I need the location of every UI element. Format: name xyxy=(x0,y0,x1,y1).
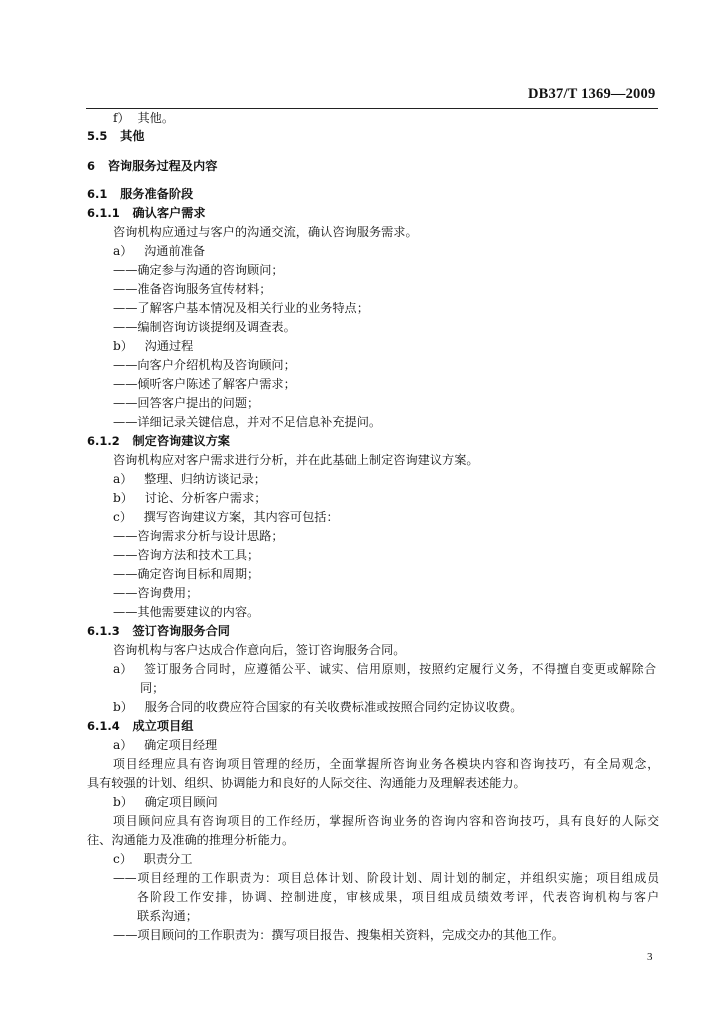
section-title: 咨询服务过程及内容 xyxy=(107,159,218,173)
section-title: 签订咨询服务合同 xyxy=(132,624,230,638)
dash-item: ——确定参与沟通的咨询顾问； xyxy=(113,263,284,277)
section-title: 服务准备阶段 xyxy=(120,187,194,201)
section-number: 6 xyxy=(87,159,96,173)
dash-item: ——项目经理的工作职责为：项目总体计划、阶段计划、周计划的制定，并组织实施；项目组成员 xyxy=(113,871,659,885)
list-item xyxy=(113,338,193,354)
list-text: 其他。 xyxy=(137,111,175,125)
section-number: 6.1.4 xyxy=(87,719,120,733)
list-label: b） xyxy=(113,700,133,714)
list-text: 沟通过程 xyxy=(144,339,194,353)
page-number: 3 xyxy=(647,951,653,963)
subsection-heading xyxy=(87,205,206,221)
section-heading xyxy=(87,128,144,144)
list-label: b） xyxy=(113,795,133,809)
list-text: 签订服务合同时，应遵循公平、诚实、信用原则，按照约定履行义务，不得擅自变更或解除合 xyxy=(144,662,657,676)
section-number: 6.1.3 xyxy=(87,624,120,638)
section-number: 6.1 xyxy=(87,187,108,201)
list-label: c） xyxy=(113,852,133,866)
paragraph: 项目顾问应具有咨询项目的工作经历，掌握所咨询业务的咨询内容和咨询技巧，具有良好的人际交 xyxy=(113,814,659,828)
dash-item: ——了解客户基本情况及相关行业的业务特点； xyxy=(113,301,369,315)
list-item xyxy=(113,490,267,506)
dash-item: ——编制咨询访谈提纲及调查表。 xyxy=(113,320,296,334)
paragraph: 项目经理应具有咨询项目管理的经历，全面掌握所咨询业务各模块内容和咨询技巧，有全局观念， xyxy=(113,757,659,771)
list-item xyxy=(113,699,522,715)
dash-item: ——向客户介绍机构及咨询顾问； xyxy=(113,358,296,372)
list-text: 讨论、分析客户需求； xyxy=(144,491,267,505)
dash-item: ——其他需要建议的内容。 xyxy=(113,605,260,619)
list-item xyxy=(113,851,192,867)
list-text: 服务合同的收费应符合国家的有关收费标准或按照合同约定协议收费。 xyxy=(144,700,523,714)
list-item xyxy=(113,794,218,810)
list-item xyxy=(113,661,659,677)
standard-code: DB37/T 1369—2009 xyxy=(528,86,656,102)
section-number: 6.1.1 xyxy=(87,206,120,220)
section-title: 制定咨询建议方案 xyxy=(132,434,230,448)
list-label: a） xyxy=(113,472,133,486)
list-item xyxy=(113,737,217,753)
section-heading xyxy=(87,158,217,174)
list-text: 整理、归纳访谈记录； xyxy=(144,472,266,486)
list-text: 撰写咨询建议方案，其内容可包括： xyxy=(143,510,339,524)
section-number: 6.1.2 xyxy=(87,434,120,448)
subsection-heading xyxy=(87,718,193,734)
section-title: 确认客户需求 xyxy=(132,206,206,220)
list-label: b） xyxy=(113,339,133,353)
list-label: a） xyxy=(113,244,133,258)
paragraph: 咨询机构与客户达成合作意向后，签订咨询服务合同。 xyxy=(113,643,406,657)
dash-item-continuation: 联系沟通； xyxy=(137,909,198,923)
paragraph-continuation: 往、沟通能力及准确的推理分析能力。 xyxy=(87,833,295,847)
paragraph-continuation: 具有较强的计划、组织、协调能力和良好的人际交往、沟通能力及理解表述能力。 xyxy=(87,776,526,790)
dash-item: ——项目顾问的工作职责为：撰写项目报告、搜集相关资料，完成交办的其他工作。 xyxy=(113,928,564,942)
dash-item: ——详细记录关键信息，并对不足信息补充提问。 xyxy=(113,415,382,429)
dash-item: ——咨询费用； xyxy=(113,586,199,600)
header-rule xyxy=(86,108,658,109)
paragraph: 咨询机构应通过与客户的沟通交流，确认咨询服务需求。 xyxy=(113,225,418,239)
subsection-heading xyxy=(87,623,230,639)
dash-item: ——准备咨询服务宣传材料； xyxy=(113,282,272,296)
list-item xyxy=(113,243,205,259)
dash-item: ——回答客户提出的问题； xyxy=(113,396,260,410)
list-label: a） xyxy=(113,662,133,676)
list-text-continuation: 同； xyxy=(140,681,165,695)
list-text: 确定项目顾问 xyxy=(144,795,218,809)
section-title: 其他 xyxy=(120,129,145,143)
list-label: a） xyxy=(113,738,133,752)
paragraph: 咨询机构应对客户需求进行分析，并在此基础上制定咨询建议方案。 xyxy=(113,453,479,467)
list-text: 沟通前准备 xyxy=(144,244,206,258)
list-item xyxy=(113,471,266,487)
dash-item: ——咨询方法和技术工具； xyxy=(113,548,260,562)
list-label: b） xyxy=(113,491,133,505)
dash-item: ——确定咨询目标和周期； xyxy=(113,567,260,581)
dash-item: ——咨询需求分析与设计思路； xyxy=(113,529,284,543)
section-title: 成立项目组 xyxy=(132,719,194,733)
dash-item-continuation: 各阶段工作安排，协调、控制进度，审核成果，项目组成员绩效考评，代表咨询机构与客户 xyxy=(137,890,659,904)
list-item xyxy=(113,509,339,525)
subsection-heading xyxy=(87,433,230,449)
list-label: f） xyxy=(113,111,130,125)
list-text: 职责分工 xyxy=(143,852,193,866)
list-label: c） xyxy=(113,510,133,524)
list-item xyxy=(113,110,174,126)
dash-item: ——倾听客户陈述了解客户需求； xyxy=(113,377,296,391)
section-number: 5.5 xyxy=(87,129,108,143)
section-heading xyxy=(87,186,193,202)
list-text: 确定项目经理 xyxy=(144,738,218,752)
